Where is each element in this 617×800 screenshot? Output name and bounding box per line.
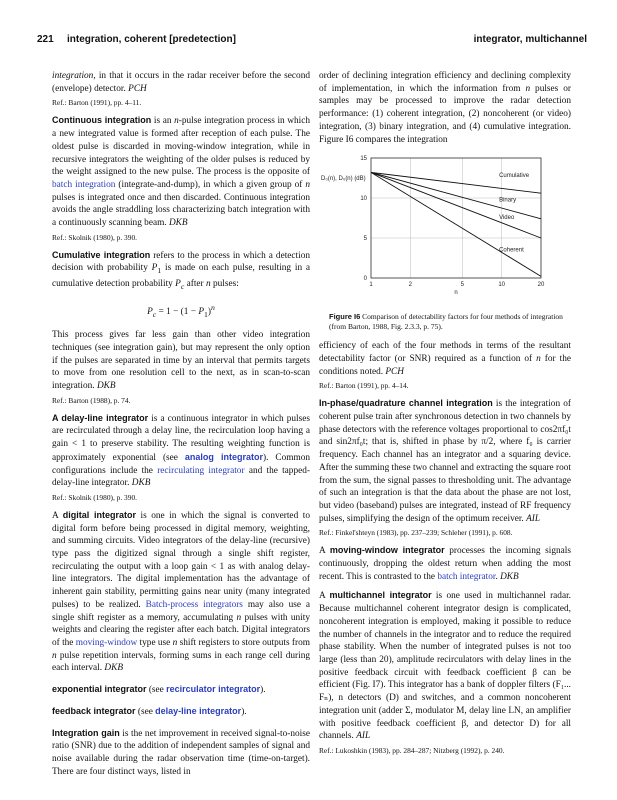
text: pulse repetition intervals, forming sums in each range cell during each interval. xyxy=(52,650,310,674)
figure-caption xyxy=(329,312,565,332)
link-recirculator-integrator[interactable]: recirculator integrator xyxy=(166,684,261,695)
italic-var: n xyxy=(205,279,211,289)
entry-term: feedback integrator xyxy=(52,705,136,716)
author-initials: DKB xyxy=(168,218,188,229)
text: refers to the process in which a detection decision with probability xyxy=(52,250,311,274)
italic-var: n xyxy=(52,650,57,661)
series-label-video: Video xyxy=(499,215,515,222)
text: A xyxy=(319,591,330,602)
author-initials: PCH xyxy=(385,366,404,377)
author-initials: DKB xyxy=(500,571,519,582)
text: order of declining integration efficiency and declining complexity of implementation, in which the information from xyxy=(319,71,571,94)
text: shift registers to store outputs from xyxy=(177,637,310,648)
entry-term: Continuous integration xyxy=(52,115,152,126)
left-column xyxy=(52,70,310,778)
x-tick-label: 1 xyxy=(369,282,373,289)
text: . xyxy=(495,571,501,582)
subscript: c xyxy=(180,281,185,291)
x-axis-label: n xyxy=(454,290,458,297)
y-tick-label: 10 xyxy=(360,196,367,203)
author-initials: DKB xyxy=(96,381,116,392)
entry-term: Cumulative integration xyxy=(52,249,151,260)
paragraph-efficiency xyxy=(319,340,571,378)
series-label-binary: Binary xyxy=(499,197,517,204)
text: is a continuous integrator in which pulses are recirculated through a delay line, the recirculation loop having a gain < 1 to preserve stability. The resulting weighting function is approximately exponential (see xyxy=(52,413,311,463)
link-batch-integration[interactable]: batch integration xyxy=(52,179,116,190)
text: , in that it occurs in the radar receiver before the second (envelope) detector. xyxy=(52,71,310,94)
x-tick-label: 5 xyxy=(460,282,465,289)
y-tick-label: 0 xyxy=(363,276,367,283)
entry-term: multichannel integrator xyxy=(329,590,432,601)
equation xyxy=(52,302,310,322)
eq-text: = 1 − (1 − xyxy=(156,306,199,317)
italic-var: n xyxy=(525,83,531,94)
link-analog-integrator[interactable]: analog integrator xyxy=(184,451,264,462)
entry-iq-integration xyxy=(319,397,571,525)
subscript: 1 xyxy=(157,266,162,276)
right-column xyxy=(319,70,571,762)
text: after xyxy=(184,279,206,289)
text: and the tapped-delay-line integrator. xyxy=(52,465,310,489)
x-tick-label: 2 xyxy=(408,282,413,289)
text: (see xyxy=(146,685,167,696)
text: is the integration of coherent pulse train after synchronous detection in two channels by phase detectors with the reference voltages proportional to cos2πf₀t and sin2πf₀t; that is, shifted in phase by π/2, where f₀ is carrier frequency. Each channel has an integrator and a squaring device. After the summing these two channel and extracting the square root from the sum, the signal passes to thresholding unit. The advantage of such an integration is that the data about the phase are not lost, but video (baseband) pulses are integrated, instead of RF frequency pulses, simplifying the design of the optimum receiver. xyxy=(319,399,572,524)
author-initials: DKB xyxy=(104,663,124,674)
series-label-cumulative: Cumulative xyxy=(499,173,530,180)
entry-delay-line-integrator xyxy=(52,412,310,490)
author-initials: PCH xyxy=(128,83,147,94)
entry-digital-integrator xyxy=(52,509,310,675)
entry-feedback-integrator xyxy=(52,705,310,719)
text: A xyxy=(319,546,330,557)
eq-var: P xyxy=(198,306,205,317)
caption-text: Comparison of detectability factors for four methods of integration (from Barton, 1988, Fig. 2.3.3, p. 75). xyxy=(329,312,563,332)
text: is the net improvement in received signal-to-noise ratio (SNR) due to the addition of independent samples of signal and noise available during the radar observation time (time-on-target). There are four distinct ways, listed in xyxy=(52,728,311,777)
entry-continuous-integration xyxy=(52,114,310,229)
entry-term: In-phase/quadrature channel integration xyxy=(319,398,493,409)
entry-moving-window-integrator xyxy=(319,544,571,583)
text: ). Common configurations include the xyxy=(52,452,310,476)
reference: Ref.: Barton (1991), pp. 4–11. xyxy=(52,98,142,108)
reference: Ref.: Skolnik (1980), p. 390. xyxy=(52,232,137,242)
series-line-coherent xyxy=(371,173,541,277)
header-right-title: integrator, multichannel xyxy=(473,34,587,45)
text: may also use a single shift register as a memory, accumulating xyxy=(52,599,310,623)
paragraph-integration-cont xyxy=(52,70,310,95)
caption-label: Figure I6 xyxy=(329,312,361,322)
link-recirculating-integrator[interactable]: recirculating integrator xyxy=(157,465,245,476)
series-label-coherent: Coherent xyxy=(499,247,524,254)
italic-var: n xyxy=(172,637,178,648)
text: -pulse integration process in which a new integrated value is formed after reception of each pulse. The oldest pulse is discarded in moving-window integration, while in recursive integrators the weighting of the older pulses is reduced by the weight assigned to the new pulse. The process is the opposite of xyxy=(52,116,311,178)
page-number: 221 xyxy=(37,34,54,45)
text: pulses: xyxy=(210,279,239,289)
text: A xyxy=(52,510,63,521)
link-batch-process-integrators[interactable]: Batch-process integrators xyxy=(145,599,243,610)
entry-integration-gain xyxy=(52,727,310,779)
text: pulses with unity weights and clearing the register after each batch. Digital integrators of the xyxy=(52,612,310,648)
text: is an xyxy=(151,116,175,127)
series-line-binary xyxy=(371,173,541,222)
text: pulses or samples may be processed to improve the radar detection performance: (1) coherent integration, (2) noncoherent (or video) integration, (3) binary integration, and (4) cumulative integration. Figure I6 compares the integration xyxy=(319,83,572,145)
text: ). xyxy=(260,685,266,696)
running-header xyxy=(37,34,587,48)
text: efficiency of each of the four methods in terms of the resultant detectability factor (or SNR) required as a function of xyxy=(319,341,571,364)
italic-var: n xyxy=(174,116,179,127)
italic-var: n xyxy=(305,179,310,190)
link-batch-integrator[interactable]: batch integrator xyxy=(437,571,496,582)
reference: Ref.: Barton (1991), pp. 4–14. xyxy=(319,381,409,391)
eq-sub: 1 xyxy=(204,309,208,319)
paragraph-cumulative-cont xyxy=(52,329,310,393)
reference: Ref.: Finkel'shteyn (1983), pp. 237–239; Schleher (1991), p. 608. xyxy=(319,528,513,538)
text: ). xyxy=(241,706,247,717)
text: pulses is integrated once and then discarded. Continuous integration avoids the angle straddling loss characterizing batch integration with a continuously scanning beam. xyxy=(52,192,310,229)
y-tick-label: 5 xyxy=(363,236,367,243)
text: type use xyxy=(137,637,173,648)
entry-term: Integration gain xyxy=(52,727,120,738)
author-initials: AIL xyxy=(356,731,371,742)
text: This process gives far less gain than other video integration techniques (see integration gain), but may represent the only option if the pulses are separated in time by an interval that permits targets to move from one resolution cell to the next, as in scan-to-scan integration. xyxy=(52,330,310,392)
entry-term: moving-window integrator xyxy=(329,545,445,556)
entry-term: A delay-line integrator xyxy=(52,412,149,423)
text: (integrate-and-dump), in which a given group of xyxy=(115,179,306,190)
italic-var: n xyxy=(536,353,541,364)
x-tick-label: 20 xyxy=(537,282,545,289)
reference: Ref.: Skolnik (1980), p. 390. xyxy=(52,492,137,502)
link-moving-window[interactable]: moving-window xyxy=(75,637,138,648)
entry-cumulative-integration xyxy=(52,249,310,294)
reference: Ref.: Lukoshkin (1983), pp. 284–287; Nitzberg (1992), p. 240. xyxy=(319,745,505,755)
series-line-video xyxy=(371,173,541,239)
author-initials: DKB xyxy=(131,478,151,489)
italic-var: P xyxy=(175,279,181,289)
text: processes the incoming signals continuously, dropping the oldest return when adding the most recent. This is contrasted to the xyxy=(319,546,572,582)
italic-var: P xyxy=(151,263,158,274)
text: (see xyxy=(135,706,156,717)
eq-var: P xyxy=(147,306,153,317)
eq-sub: c xyxy=(152,309,157,319)
entry-term: digital integrator xyxy=(62,509,136,520)
y-axis-label: D₀(n), D₀(n) (dB) xyxy=(321,176,366,183)
text: is one in which the signal is converted to digital form before being processed in digital memory, weighting, and summing circuits. Video integrators of the delay-line (recursive) type pass the digitized signal through a single shift register, recirculating the output with a loop gain < 1 as with analog delay-line integrators. The digital implementation has the advantage of inherent gain stability, permitting gains near unity (many integrated pulses) to be realized. xyxy=(52,510,310,610)
link-delay-line-integrator[interactable]: delay-line integrator xyxy=(155,705,242,716)
entry-term: exponential integrator xyxy=(52,684,147,695)
eq-exp: n xyxy=(211,302,215,312)
text: for the conditions noted. xyxy=(319,353,571,377)
x-tick-label: 10 xyxy=(498,282,506,289)
figure-i6 xyxy=(319,150,571,310)
header-left-title: integration, coherent [predetection] xyxy=(67,34,236,45)
y-tick-label: 15 xyxy=(360,156,367,163)
italic-var: n xyxy=(236,612,242,623)
entry-multichannel-integrator xyxy=(319,589,571,742)
entry-exponential-integrator xyxy=(52,683,310,697)
author-initials: AIL xyxy=(526,513,541,524)
text: is made on each pulse, resulting in a cumulative detection probability xyxy=(52,263,311,289)
paragraph-integration-gain-cont xyxy=(319,70,571,146)
text: is one used in multichannel radar. Because multichannel coherent integrator design is complicated, noncoherent integration is employed, making it possible to reduce the number of channels in the integrator and to reduce the required phase stability. When the number of integrated pulses is not too large (less than 20), amplitude recirculators with delay lines in the positive feedback circuit with feedback coefficient β can be efficient (Fig. I7). This integrator has a bank of doppler filters (F₁... Fₙ), n detectors (D) and switches, and a common noncoherent integration unit (adder Σ, modulator M, delay line LN, an amplifier with positive feedback coefficient β, and detector D) for all channels. xyxy=(319,591,571,742)
reference: Ref.: Barton (1988), p. 74. xyxy=(52,395,131,405)
eq-text: ) xyxy=(207,306,211,317)
detectability-chart xyxy=(319,150,571,310)
italic-term: integration xyxy=(52,71,94,81)
